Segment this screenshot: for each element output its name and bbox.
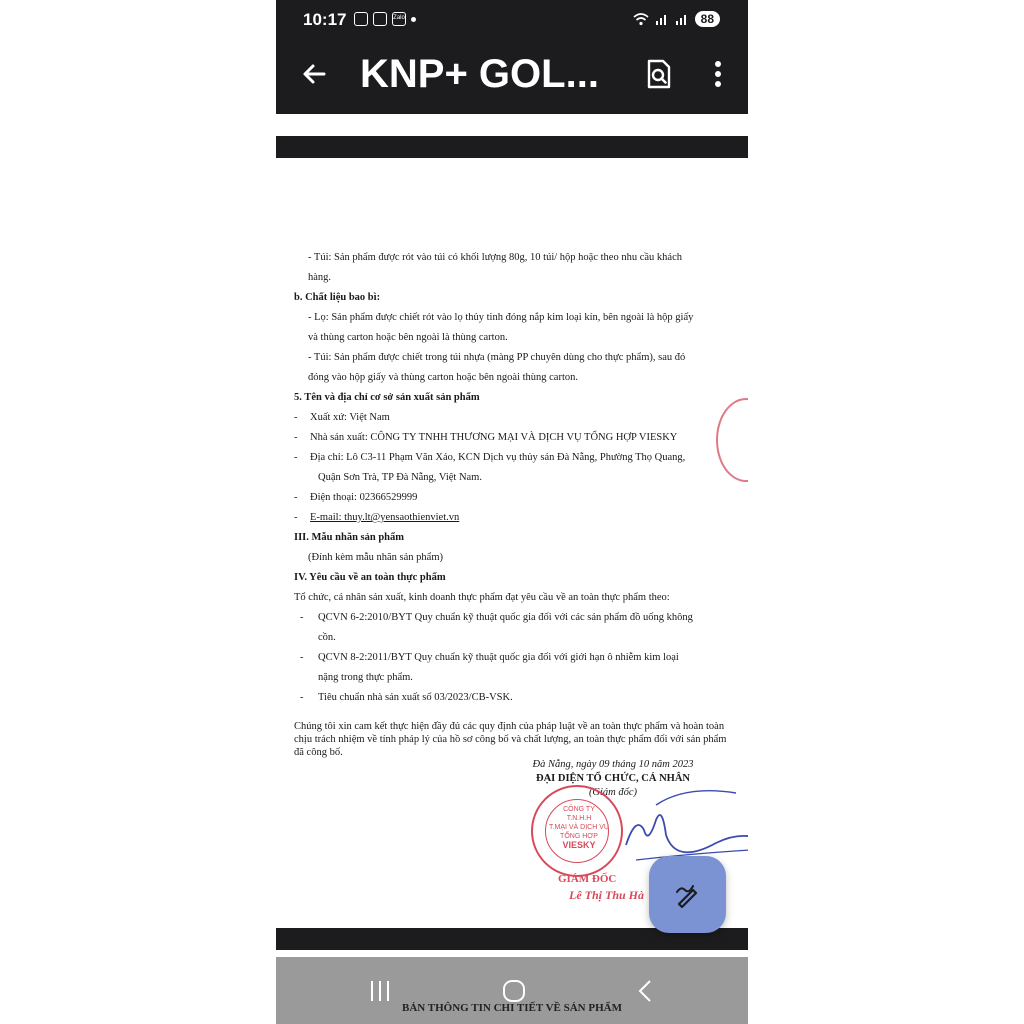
doc-list-item: - QCVN 6-2:2010/BYT Quy chuẩn kỹ thuật quốc gia đối với các sản phẩm đồ uống không xyxy=(300,612,693,623)
doc-line: nặng trong thực phẩm. xyxy=(318,672,413,683)
app-bar xyxy=(276,42,748,114)
doc-list-item: - Nhà sản xuất: CÔNG TY TNHH THƯƠNG MẠI VÀ DỊCH VỤ TỔNG HỢP VIESKY xyxy=(294,432,678,443)
phone-screen xyxy=(276,0,748,1024)
more-vert-icon[interactable] xyxy=(706,58,730,90)
notification-icons xyxy=(354,12,416,26)
director-title: GIÁM ĐỐC xyxy=(558,873,617,885)
doc-line: (Đính kèm mẫu nhãn sản phẩm) xyxy=(308,552,444,563)
doc-line: Tổ chức, cá nhân sản xuất, kinh doanh thực phẩm đạt yêu cầu về an toàn thực phẩm theo: xyxy=(294,592,670,603)
doc-list-item: - E-mail: thuy.lt@yensaothienviet.vn xyxy=(294,512,460,523)
next-page-title: BẢN THÔNG TIN CHI TIẾT VỀ SẢN PHẨM xyxy=(402,1002,622,1014)
document-title: KNP+ GOL... xyxy=(360,52,599,96)
page-separator xyxy=(276,136,748,158)
edit-fab-button[interactable] xyxy=(649,856,726,933)
doc-line: và thùng carton hoặc bên ngoài là thùng carton. xyxy=(308,332,508,343)
doc-heading: III. Mẫu nhãn sản phẩm xyxy=(294,532,405,543)
representative-label: ĐẠI DIỆN TỔ CHỨC, CÁ NHÂN xyxy=(535,773,690,784)
company-seal: CÔNG TY T.N.H.H T.MẠI VÀ DỊCH VỤ TỔNG HỢP VIESKY xyxy=(531,785,623,877)
status-right xyxy=(633,11,720,27)
doc-line: Quận Sơn Trà, TP Đà Nẵng, Việt Nam. xyxy=(318,472,482,483)
director-name: Lê Thị Thu Hà xyxy=(569,888,645,902)
status-bar xyxy=(276,0,748,42)
shopee-icon xyxy=(373,12,387,26)
date-line: Đà Nẵng, ngày 09 tháng 10 năm 2023 xyxy=(532,759,694,770)
doc-heading: IV. Yêu cầu về an toàn thực phẩm xyxy=(294,572,446,583)
doc-list-item: - Tiêu chuẩn nhà sản xuất số 03/2023/CB-VSK. xyxy=(300,692,513,703)
commitment-paragraph: Chúng tôi xin cam kết thực hiện đầy đủ các quy định của pháp luật về an toàn thực phẩm và hoàn toàn chịu trách nhiệm về tính pháp lý của hồ sơ công bố và chất lượng, an toàn thực phẩm đối với sản phẩm đã công bố. xyxy=(294,721,727,758)
doc-line: - Túi: Sản phẩm được rót vào túi có khối lượng 80g, 10 túi/ hộp hoặc theo nhu cầu khách xyxy=(308,252,682,263)
system-nav-bar xyxy=(276,957,748,1024)
doc-list-item: - Địa chỉ: Lô C3-11 Phạm Văn Xảo, KCN Dịch vụ thủy sản Đà Nẵng, Phường Thọ Quang, xyxy=(294,452,686,463)
zalo-icon: Zalo xyxy=(392,12,406,26)
doc-line: - Lọ: Sản phẩm được chiết rót vào lọ thủy tinh đóng nắp kim loại kín, bên ngoài là hộp giấy xyxy=(308,312,694,323)
status-time: 10:17 xyxy=(303,10,347,29)
doc-line: - Túi: Sản phẩm được chiết trong túi nhựa (màng PP chuyên dùng cho thực phẩm), sau đó xyxy=(308,352,686,363)
doc-line: đóng vào hộp giấy và thùng carton hoặc bên ngoài thùng carton. xyxy=(308,372,579,383)
doc-list-item: - Điện thoại: 02366529999 xyxy=(294,492,418,503)
doc-heading: b. Chất liệu bao bì: xyxy=(294,292,381,303)
doc-line: cồn. xyxy=(318,632,336,643)
wifi-icon xyxy=(633,12,649,26)
more-notifications-dot-icon xyxy=(411,17,416,22)
back-nav-icon[interactable] xyxy=(636,979,654,1003)
home-icon[interactable] xyxy=(502,979,526,1003)
email-link: E-mail: thuy.lt@yensaothienviet.vn xyxy=(310,512,460,523)
document-page[interactable] xyxy=(294,248,732,759)
doc-line: hàng. xyxy=(308,272,332,283)
battery-indicator: 88 xyxy=(695,11,720,27)
signal-icon-2 xyxy=(675,12,689,26)
arrow-left-icon[interactable] xyxy=(298,58,330,90)
screenshot-icon xyxy=(354,12,368,26)
doc-list-item: - QCVN 8-2:2011/BYT Quy chuẩn kỹ thuật quốc gia đối với giới hạn ô nhiễm kim loại xyxy=(300,652,679,663)
position-label: (Giám đốc) xyxy=(588,787,638,798)
document-search-icon[interactable] xyxy=(644,58,674,90)
draw-edit-icon xyxy=(673,880,703,910)
signal-icon xyxy=(655,12,669,26)
doc-heading: 5. Tên và địa chỉ cơ sở sản xuất sản phẩm xyxy=(294,392,480,403)
recent-apps-icon[interactable] xyxy=(368,979,392,1003)
doc-list-item: - Xuất xứ: Việt Nam xyxy=(294,412,390,423)
